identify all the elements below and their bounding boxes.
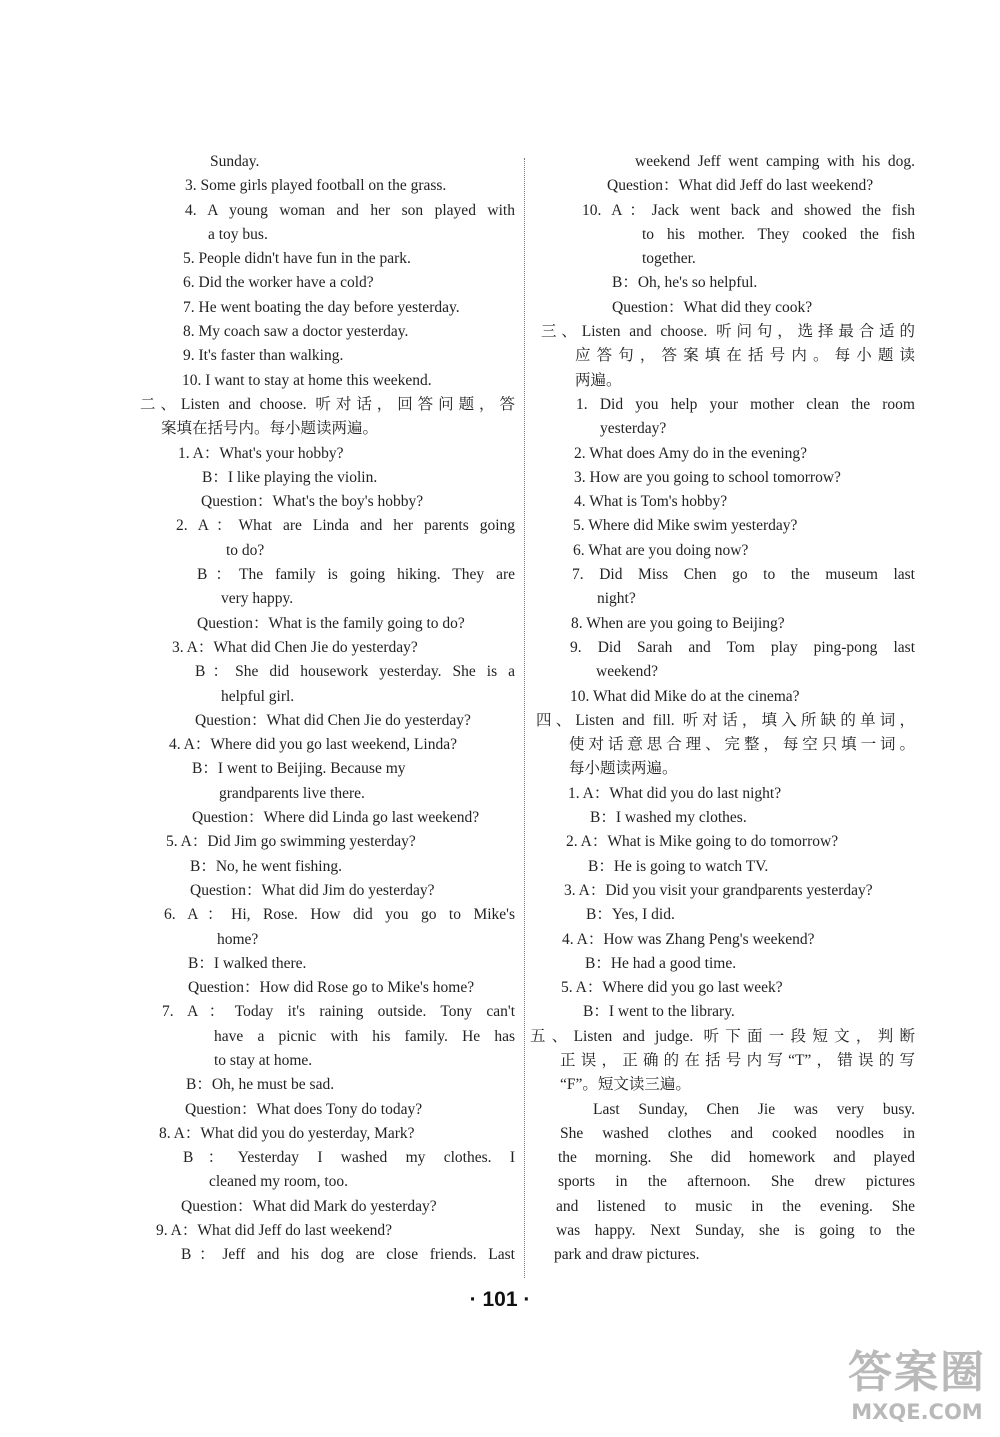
text-line: Question：What is the family going to do? [197,614,465,632]
text-line: 应答句，答案填在括号内。每小题读 [575,347,915,365]
text-line: 6. Did the worker have a cold? [183,274,374,292]
text-line: and listened to music in the evening. She [556,1197,915,1215]
watermark-logo [842,1347,992,1431]
text-line: 10. A：Jack went back and showed the fish [582,201,915,219]
text-line: 9. It's faster than walking. [183,347,344,365]
text-line: 8. When are you going to Beijing? [571,614,785,632]
text-line: 正误，正确的在括号内写“T”，错误的写 [560,1051,915,1069]
text-line: 8. My coach saw a doctor yesterday. [183,323,409,341]
text-line: B：I washed my clothes. [590,809,747,827]
text-line: sports in the afternoon. She drew pictures [558,1173,915,1191]
text-line: park and draw pictures. [554,1246,700,1264]
text-line: Question：What did Jim do yesterday? [190,881,435,899]
text-line: 两遍。 [575,371,622,389]
text-line: 1. A：What did you do last night? [568,784,782,802]
text-line: 5. A：Did Jim go swimming yesterday? [166,833,416,851]
text-line: 1. Did you help your mother clean the room [576,395,915,413]
text-line: to stay at home. [214,1051,313,1069]
text-line: B：She did housework yesterday. She is a [195,663,515,681]
text-line: 10. I want to stay at home this weekend. [182,371,432,389]
text-line: yesterday? [600,420,667,438]
page-number: · 101 · [469,1288,531,1311]
text-line: 9. Did Sarah and Tom play ping-pong last [570,638,915,656]
text-line: 2. A：What is Mike going to do tomorrow? [566,833,839,851]
text-line: 7. He went boating the day before yesterday. [183,298,460,316]
text-line: weekend Jeff went camping with his dog. [635,153,915,170]
text-line: 3. How are you going to school tomorrow? [574,468,841,486]
text-line: B：He is going to watch TV. [588,857,769,875]
text-line: Question：What did Jeff do last weekend? [607,177,874,195]
text-line: helpful girl. [221,687,295,705]
text-line: Question：What did they cook? [612,298,813,316]
left-column [140,150,515,1268]
text-line: B：No, he went fishing. [190,857,342,875]
text-line: weekend? [596,663,658,681]
text-line: Question：What does Tony do today? [185,1100,423,1118]
right-column [530,150,915,1268]
text-line: to his mother. They cooked the fish [642,225,915,243]
text-line: Sunday. [210,153,260,170]
text-line: 8. A：What did you do yesterday, Mark? [159,1124,415,1142]
text-line: 5. A：Where did you go last week? [561,979,783,997]
text-line: B：I like playing the violin. [202,468,378,486]
text-line: 使对话意思合理、完整，每空只填一词。 [569,736,915,754]
text-line: have a picnic with his family. He has [214,1027,515,1045]
text-line: the morning. She did homework and played [558,1149,915,1167]
text-line: Question：How did Rose go to Mike's home? [188,979,475,997]
text-line: was happy. Next Sunday, she is going to the [556,1222,915,1240]
text-line: 2. What does Amy do in the evening? [574,444,808,462]
text-line: 每小题读两遍。 [569,760,678,778]
text-line: 7. A：Today it's raining outside. Tony can't [162,1003,515,1021]
text-line: 5. Where did Mike swim yesterday? [573,517,798,535]
text-line: B：Oh, he must be sad. [186,1076,335,1094]
text-line: “F”。短文读三遍。 [560,1076,691,1094]
text-line: B：Jeff and his dog are close friends. Last [181,1246,515,1264]
text-line: together. [642,250,696,268]
text-line: 4. What is Tom's hobby? [574,493,728,511]
text-line: 三、Listen and choose. 听问句，选择最合适的 [541,323,915,341]
text-line: 4. A：Where did you go last weekend, Linda? [169,736,457,754]
text-line: 6. What are you doing now? [573,541,749,559]
column-divider [524,158,525,1278]
text-line: Question：What did Mark do yesterday? [181,1197,437,1215]
text-line: 五、Listen and judge. 听下面一段短文，判断 [530,1027,915,1045]
text-line: to do? [226,541,265,559]
text-line: 4. A young woman and her son played with [185,201,515,219]
text-line: Question：What did Chen Jie do yesterday? [195,711,471,729]
text-line: B：Yesterday I washed my clothes. I [183,1149,515,1167]
text-line: 4. A：How was Zhang Peng's weekend? [562,930,815,948]
watermark-url: MXQE.COM [851,1400,983,1424]
text-line: 3. A：What did Chen Jie do yesterday? [172,638,418,656]
text-line: home? [217,930,259,948]
watermark-text: 答案圈 [848,1347,986,1398]
text-line: 9. A：What did Jeff do last weekend? [156,1222,393,1240]
text-line: night? [597,590,636,608]
text-line: B：Yes, I did. [586,906,675,924]
text-line: 10. What did Mike do at the cinema? [570,687,800,705]
text-line: 6. A：Hi, Rose. How did you go to Mike's [164,906,515,924]
text-line: 二、Listen and choose. 听对话，回答问题，答 [140,395,515,413]
text-line: 2. A：What are Linda and her parents going [176,517,515,535]
text-line: 3. A：Did you visit your grandparents yesterday? [564,881,873,899]
text-line: 3. Some girls played football on the grass. [185,177,447,195]
text-line: a toy bus. [208,225,268,243]
text-line: She washed clothes and cooked noodles in [560,1124,915,1142]
text-line: B：I walked there. [188,954,307,972]
text-line: Question：Where did Linda go last weekend? [192,809,480,827]
text-line: Last Sunday, Chen Jie was very busy. [593,1100,915,1118]
text-line: 5. People didn't have fun in the park. [183,250,411,268]
text-line: B：I went to the library. [583,1003,735,1021]
text-line: B：I went to Beijing. Because my [192,760,406,778]
text-line: B：He had a good time. [585,954,737,972]
text-line: Question：What's the boy's hobby? [201,493,424,511]
text-line: grandparents live there. [219,784,365,802]
text-line: 四、Listen and fill. 听对话，填入所缺的单词， [536,711,915,729]
text-line: 1. A：What's your hobby? [178,444,344,462]
text-line: B：The family is going hiking. They are [197,566,515,584]
text-line: 7. Did Miss Chen go to the museum last [572,566,915,584]
text-line: cleaned my room, too. [209,1173,349,1191]
text-line: very happy. [221,590,294,608]
text-line: B：Oh, he's so helpful. [612,274,758,292]
text-line: 案填在括号内。每小题读两遍。 [161,420,379,438]
